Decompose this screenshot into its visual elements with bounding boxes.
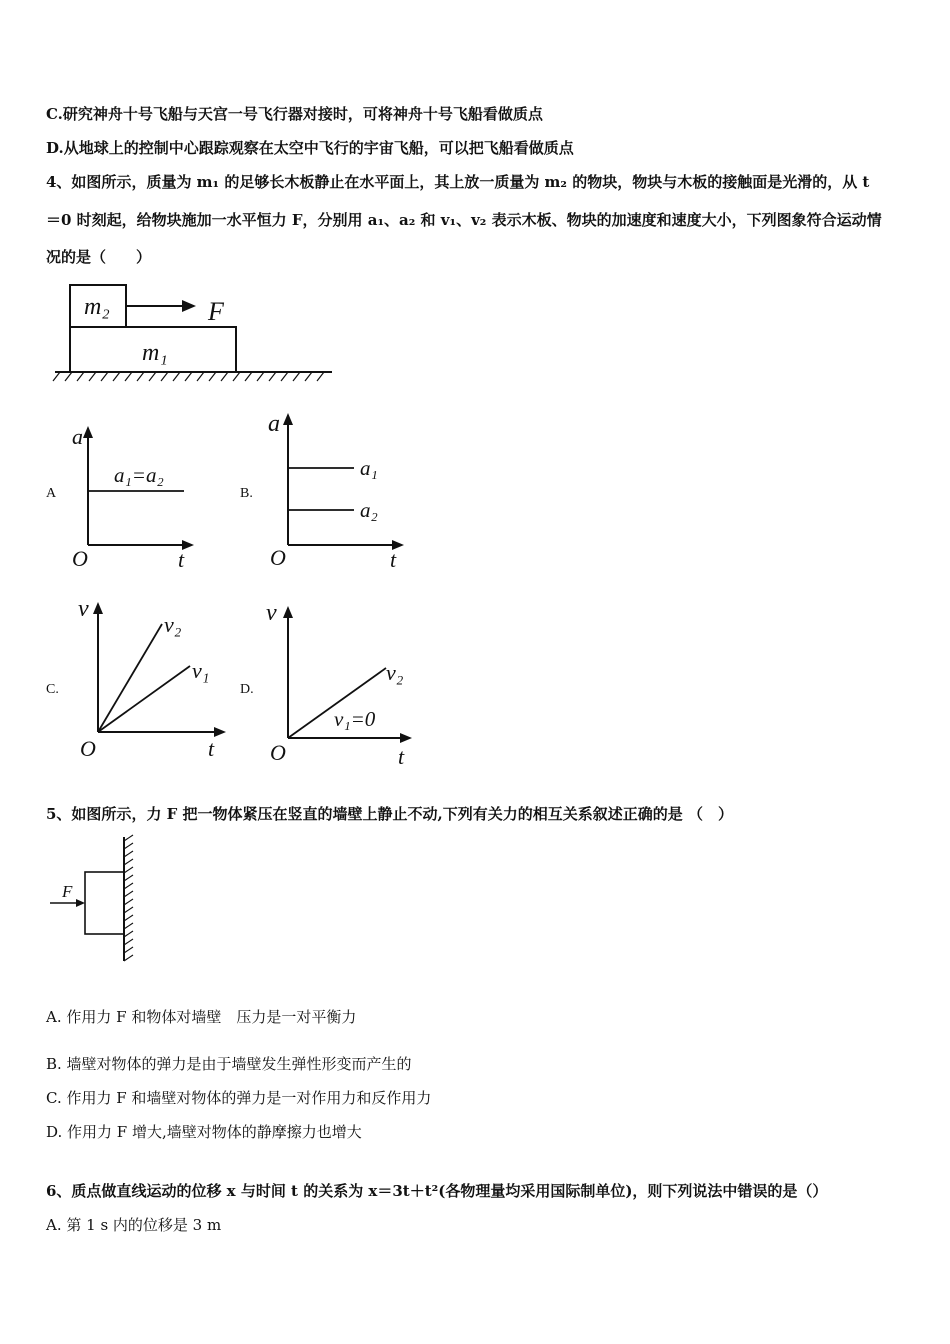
- graph-a-annotation: a₁=a₂: [114, 463, 164, 487]
- option-d-text: D.从地球上的控制中心跟踪观察在太空中飞行的宇宙飞船，可以把飞船看做质点: [46, 139, 574, 157]
- graph-c-steep-label: v₂: [164, 612, 182, 637]
- graph-d-x-label: t: [398, 744, 405, 769]
- block-m1-label: m₁: [142, 340, 168, 366]
- graph-d-y-label: v: [266, 600, 277, 626]
- q5-option-c: C. 作用力 F 和墙壁对物体的弹力是一对作用力和反作用力: [46, 1089, 432, 1107]
- graph-d-annotation: v₁=0: [334, 707, 376, 731]
- q6-option-a: A. 第 1 s 内的位移是 3 m: [46, 1216, 222, 1234]
- question-6-text: 6、质点做直线运动的位移 x 与时间 t 的关系为 x＝3t＋t²(各物理量均采用国际制单位)，则下列说法中错误的是（）: [46, 1182, 828, 1200]
- question-4-line-3: 况的是（ ）: [46, 248, 152, 266]
- graph-b-y-label: a: [268, 411, 280, 437]
- graph-a-x-label: t: [178, 547, 185, 572]
- graph-d-line-label: v₂: [386, 660, 404, 685]
- question-4-line-1: 4、如图所示，质量为 m₁ 的足够长木板静止在水平面上，其上放一质量为 m₂ 的物块，物块与木板的接触面是光滑的，从 t: [46, 173, 870, 191]
- graph-b-lower-label: a₂: [360, 498, 378, 522]
- graph-c-y-label: v: [78, 596, 89, 622]
- graph-b-option-label: B.: [240, 486, 253, 501]
- q5-wall-figure: [46, 833, 146, 968]
- q5-option-b: B. 墙壁对物体的弹力是由于墙壁发生弹性形变而产生的: [46, 1055, 412, 1073]
- question-4-line-2: ＝0 时刻起，给物块施加一水平恒力 F，分别用 a₁、a₂ 和 v₁、v₂ 表示木板、物块的加速度和速度大小，下列图象符合运动情: [46, 211, 882, 229]
- graph-b: [266, 405, 416, 570]
- graph-b-upper-label: a₁: [360, 456, 378, 480]
- graph-d-origin: O: [270, 740, 286, 765]
- q5-force-label: F: [62, 882, 73, 901]
- graph-a-option-label: A: [46, 486, 57, 501]
- graph-a-y-label: a: [72, 424, 83, 449]
- graph-c-origin: O: [80, 736, 96, 761]
- graph-b-origin: O: [270, 545, 286, 570]
- graph-d: [266, 598, 426, 768]
- graph-c-option-label: C.: [46, 682, 59, 697]
- q4-blocks-figure: [50, 280, 340, 390]
- graph-d-option-label: D.: [240, 682, 254, 697]
- graph-a: [66, 420, 206, 570]
- block-m2-label: m₂: [84, 294, 110, 320]
- q5-option-a: A. 作用力 F 和物体对墙壁 压力是一对平衡力: [46, 1008, 357, 1026]
- graph-a-origin: O: [72, 546, 88, 571]
- graph-c: [74, 596, 234, 766]
- option-c-text: C.研究神舟十号飞船与天宫一号飞行器对接时，可将神舟十号飞船看做质点: [46, 105, 543, 123]
- question-5-text: 5、如图所示，力 F 把一物体紧压在竖直的墙壁上静止不动,下列有关力的相互关系叙述正确的是 （ ）: [46, 805, 733, 823]
- q5-option-d: D. 作用力 F 增大,墙壁对物体的静摩擦力也增大: [46, 1123, 362, 1141]
- force-f-label: F: [208, 297, 224, 326]
- graph-b-x-label: t: [390, 547, 397, 572]
- graph-c-x-label: t: [208, 736, 215, 761]
- graph-c-shallow-label: v₁: [192, 658, 210, 683]
